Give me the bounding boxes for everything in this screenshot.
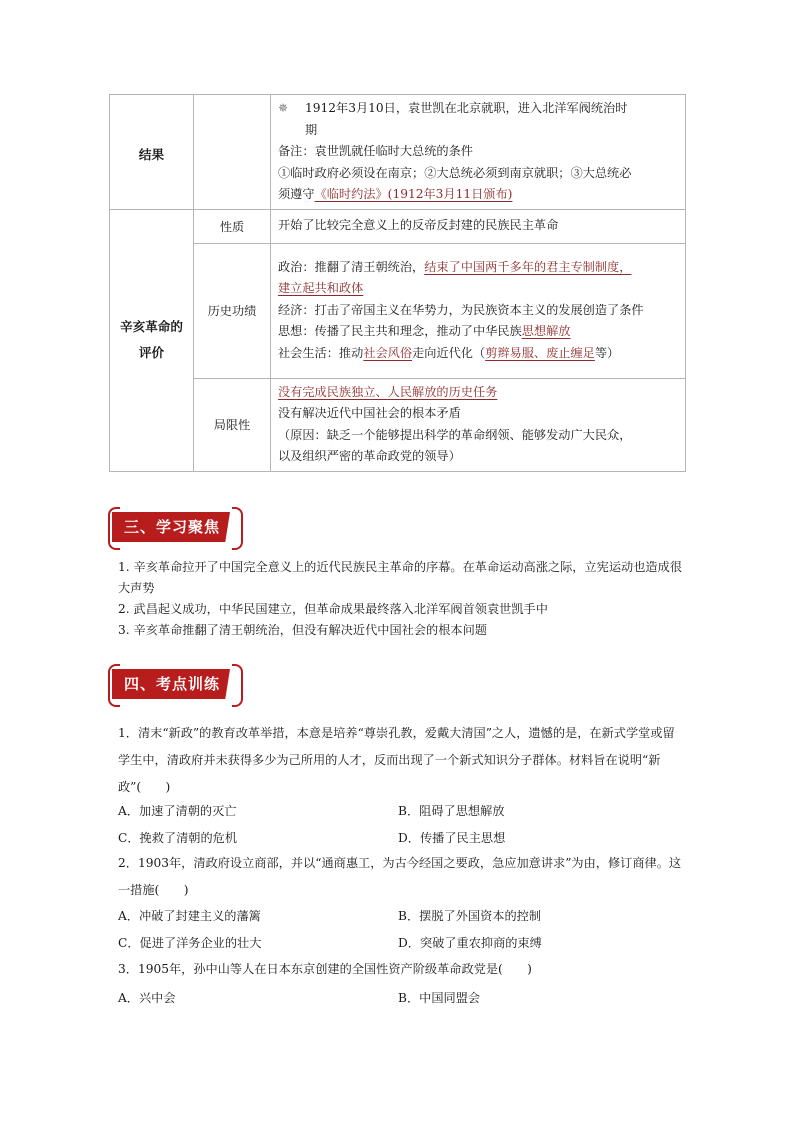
limitation-line3: （原因：缺乏一个能够提出科学的革命纲领、能够发动广大民众， bbox=[278, 427, 632, 442]
social-underlined-2: 剪辫易服、废止缠足 bbox=[485, 345, 595, 360]
limitations-row bbox=[110, 378, 686, 471]
banner-right-bracket bbox=[232, 507, 243, 550]
question-3-option-b: B．中国同盟会 bbox=[398, 991, 481, 1005]
question-1-option-a: A．加速了清朝的灭亡 bbox=[118, 804, 237, 818]
section3-item-3: 3. 辛亥革命推翻了清王朝统治，但没有解决近代中国社会的根本问题 bbox=[118, 623, 487, 637]
question-1-option-c: C．挽救了清朝的危机 bbox=[118, 831, 238, 845]
result-row bbox=[110, 95, 686, 210]
achievement-economy: 经济：打击了帝国主义在华势力，为民族资本主义的发展创造了条件 bbox=[278, 302, 644, 317]
limitation-underlined: 没有完成民族独立、人民解放的历史任务 bbox=[278, 384, 498, 399]
limitation-line4: 以及组织严密的革命政党的领导） bbox=[278, 449, 461, 463]
question-3-option-a: A．兴中会 bbox=[118, 991, 176, 1005]
result-line1b: 期 bbox=[305, 122, 318, 137]
bullet-star-icon: ✵ bbox=[278, 101, 289, 115]
question-1-option-b: B．阻碍了思想解放 bbox=[398, 804, 505, 818]
social-underlined-1: 社会风俗 bbox=[363, 345, 413, 360]
achievements-label: 历史功绩 bbox=[194, 243, 271, 378]
result-label: 结果 bbox=[110, 95, 194, 210]
social-post: 等） bbox=[594, 345, 620, 360]
result-note: 备注：袁世凯就任临时大总统的条件 bbox=[278, 144, 473, 158]
limitations-label: 局限性 bbox=[194, 378, 271, 471]
section4-banner bbox=[112, 664, 242, 703]
politics-underlined-1: 结束了中国两千多年的君主专制制度， bbox=[424, 259, 632, 274]
cond2-pre: 须遵守 bbox=[278, 187, 315, 201]
result-content bbox=[271, 95, 686, 210]
limitation-line2: 没有解决近代中国社会的根本矛盾 bbox=[278, 406, 461, 420]
result-empty-cell bbox=[194, 95, 271, 210]
question-2-option-a: A．冲破了封建主义的藩篱 bbox=[118, 909, 261, 923]
thought-pre: 思想：传播了民主共和理念，推动了中华民族 bbox=[278, 324, 522, 339]
question-2-option-d: D．突破了重农抑商的束缚 bbox=[398, 936, 542, 950]
question-3-stem: 3．1905年，孙中山等人在日本东京创建的全国性资产阶级革命政党是( ) bbox=[118, 962, 532, 976]
achievement-thought bbox=[278, 321, 679, 343]
nature-row bbox=[110, 209, 686, 243]
question-2-option-c: C．促进了洋务企业的壮大 bbox=[118, 936, 262, 950]
question-2-stem: 2．1903年，清政府设立商部，并以“通商惠工，为古今经国之要政，急应加意讲求”为由，修订商律。这一措施( ) bbox=[118, 856, 682, 897]
section3-title: 三、学习聚焦 bbox=[124, 518, 221, 536]
limitations-content bbox=[271, 378, 686, 471]
cond2-underlined: 《临时约法》(1912年3月11日颁布) bbox=[314, 187, 513, 201]
result-cond1: ①临时政府必须设在南京；②大总统必须到南京就职；③大总统必 bbox=[278, 165, 632, 180]
social-mid: 走向近代化（ bbox=[412, 345, 486, 360]
achievements-row bbox=[110, 243, 686, 378]
achievement-politics-2 bbox=[278, 278, 679, 300]
nature-label: 性质 bbox=[194, 209, 271, 243]
section3-item-2: 2. 武昌起义成功，中华民国建立，但革命成果最终落入北洋军阀首领袁世凯手中 bbox=[118, 602, 548, 616]
politics-pre: 政治：推翻了清王朝统治， bbox=[278, 259, 425, 274]
revolution-summary-table bbox=[109, 94, 686, 472]
nature-text: 开始了比较完全意义上的反帝反封建的民族民主革命 bbox=[271, 209, 686, 243]
evaluation-label bbox=[110, 209, 194, 471]
evaluation-label-line2: 评价 bbox=[138, 345, 165, 360]
achievement-politics bbox=[278, 257, 679, 279]
section3-banner bbox=[112, 507, 242, 546]
section3-item-1: 1. 辛亥革命拉开了中国完全意义上的近代民族民主革命的序幕。在革命运动高涨之际，立宪运动也造成很大声势 bbox=[118, 560, 682, 595]
social-pre: 社会生活：推动 bbox=[278, 345, 364, 360]
politics-underlined-2: 建立起共和政体 bbox=[278, 281, 364, 296]
banner-right-bracket bbox=[232, 664, 243, 707]
question-2-option-b: B．摆脱了外国资本的控制 bbox=[398, 909, 542, 923]
section4-title: 四、考点训练 bbox=[124, 675, 221, 693]
evaluation-label-line1: 辛亥革命的 bbox=[120, 319, 183, 334]
achievements-content bbox=[271, 243, 686, 378]
achievement-social bbox=[278, 343, 679, 365]
result-line1: 1912年3月10日，袁世凯在北京就职，进入北洋军阀统治时 bbox=[305, 101, 628, 115]
limitation-line1 bbox=[278, 382, 679, 404]
question-1-stem: 1．清末“新政”的教育改革举措，本意是培养“尊崇孔教，爱戴大清国”之人，遗憾的是，在新式学堂或留学生中，清政府并未获得多少为己所用的人才，反而出现了一个新式知识分子群体。材料旨在说明“新政”( ) bbox=[118, 726, 675, 794]
thought-underlined: 思想解放 bbox=[521, 324, 571, 339]
result-cond2 bbox=[278, 184, 679, 206]
question-1-option-d: D．传播了民主思想 bbox=[398, 831, 506, 845]
